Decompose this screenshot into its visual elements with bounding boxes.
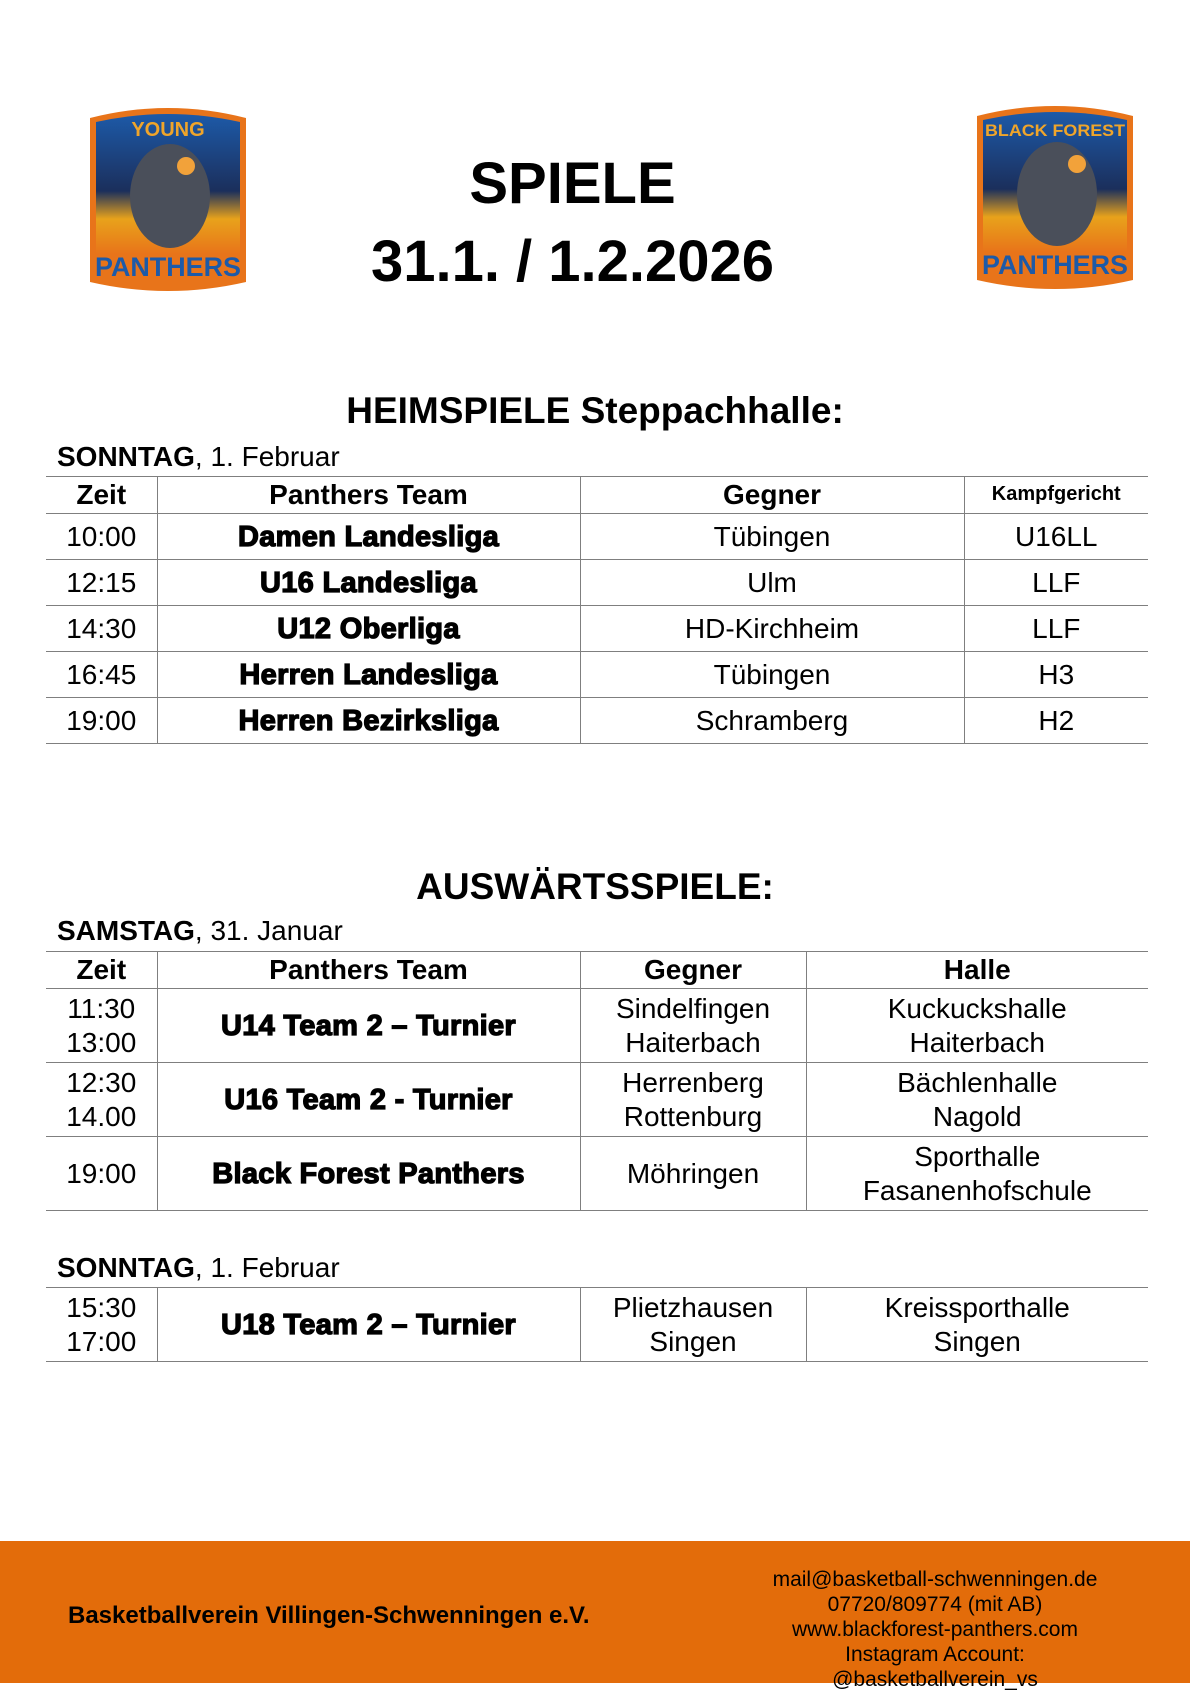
- table-cell: Schramberg: [580, 698, 964, 744]
- svg-text:PANTHERS: PANTHERS: [95, 252, 241, 282]
- table-row: [46, 514, 1148, 560]
- column-header: Zeit: [46, 952, 157, 989]
- svg-text:PANTHERS: PANTHERS: [982, 250, 1128, 280]
- team-name: Herren Landesliga: [157, 652, 580, 698]
- sunday-day-label: SONNTAG, 1. Februar: [57, 1252, 340, 1283]
- cell-line: 13:00: [66, 1026, 137, 1058]
- table-row: [46, 1137, 1148, 1211]
- table-cell: 19:00: [46, 698, 157, 744]
- table-cell: [580, 1063, 806, 1137]
- email-link[interactable]: mail@basketball-schwenningen.de: [772, 1568, 1098, 1591]
- cell-line: Plietzhausen: [612, 1291, 774, 1323]
- team-name: U16 Landesliga: [157, 560, 580, 606]
- table-row: [46, 989, 1148, 1063]
- cell-line: Kreissporthalle: [884, 1291, 1070, 1323]
- table-row: [46, 606, 1148, 652]
- cell-line: Sporthalle: [914, 1140, 1041, 1172]
- table-row: [46, 1288, 1148, 1362]
- black-forest-panthers-logo: [973, 102, 1137, 294]
- table-cell: Ulm: [580, 560, 964, 606]
- table-cell: 16:45: [46, 652, 157, 698]
- phone-number: 07720/809774 (mit AB): [827, 1593, 1043, 1616]
- table-cell: [806, 1288, 1148, 1362]
- table-cell: [806, 1063, 1148, 1137]
- club-name: Basketballverein Villingen-Schwenningen e.V.: [68, 1602, 590, 1629]
- saturday-day-label: SAMSTAG, 31. Januar: [57, 915, 343, 946]
- table-cell: Möhringen: [580, 1137, 806, 1211]
- table-cell: Tübingen: [580, 652, 964, 698]
- footer: [0, 1541, 1190, 1691]
- table-row: [46, 560, 1148, 606]
- column-header: Panthers Team: [157, 477, 580, 514]
- column-header: Gegner: [580, 477, 964, 514]
- team-name: Black Forest Panthers: [157, 1137, 580, 1211]
- table-row: [46, 652, 1148, 698]
- cell-line: Sindelfingen: [615, 992, 771, 1024]
- cell-line: Nagold: [932, 1100, 1022, 1132]
- column-header: Gegner: [580, 952, 806, 989]
- table-cell: Tübingen: [580, 514, 964, 560]
- table-row: [46, 698, 1148, 744]
- table-cell: 10:00: [46, 514, 157, 560]
- table-cell: [46, 989, 157, 1063]
- column-header: Halle: [806, 952, 1148, 989]
- page-dates: 31.1. / 1.2.2026: [370, 229, 775, 294]
- table-cell: [46, 1288, 157, 1362]
- table-cell: 14:30: [46, 606, 157, 652]
- cell-line: Rottenburg: [623, 1100, 763, 1132]
- table-cell: 12:15: [46, 560, 157, 606]
- cell-line: Singen: [933, 1325, 1021, 1357]
- table-cell: [806, 989, 1148, 1063]
- home-games-table: [46, 476, 1148, 744]
- cell-line: 17:00: [66, 1325, 137, 1357]
- team-name: U12 Oberliga: [157, 606, 580, 652]
- home-games-heading: HEIMSPIELE Steppachhalle:: [346, 390, 844, 431]
- team-name: U14 Team 2 – Turnier: [157, 989, 580, 1063]
- contact-info: [740, 1567, 1130, 1692]
- team-name: Herren Bezirksliga: [157, 698, 580, 744]
- column-header: Zeit: [46, 477, 157, 514]
- table-cell: LLF: [964, 560, 1148, 606]
- table-row: [46, 1063, 1148, 1137]
- svg-text:YOUNG: YOUNG: [131, 119, 205, 141]
- svg-text:BLACK FOREST: BLACK FOREST: [985, 121, 1126, 140]
- away-sunday-table: [46, 1287, 1148, 1362]
- instagram-account[interactable]: Instagram Account: @basketballverein_vs: [832, 1643, 1038, 1691]
- cell-line: 15:30: [66, 1291, 137, 1323]
- table-cell: [806, 1137, 1148, 1211]
- cell-line: Bächlenhalle: [897, 1066, 1058, 1098]
- table-cell: [580, 1288, 806, 1362]
- cell-line: 11:30: [67, 992, 136, 1024]
- column-header: Kampfgericht: [964, 477, 1148, 514]
- team-name: Damen Landesliga: [157, 514, 580, 560]
- table-cell: H2: [964, 698, 1148, 744]
- table-cell: HD-Kirchheim: [580, 606, 964, 652]
- column-header: Panthers Team: [157, 952, 580, 989]
- table-cell: U16LL: [964, 514, 1148, 560]
- cell-line: Herrenberg: [622, 1066, 764, 1098]
- cell-line: Fasanenhofschule: [862, 1174, 1092, 1206]
- away-saturday-table: [46, 951, 1148, 1211]
- away-games-heading: AUSWÄRTSSPIELE:: [416, 866, 774, 907]
- table-cell: LLF: [964, 606, 1148, 652]
- cell-line: Kuckuckshalle: [887, 992, 1067, 1024]
- young-panthers-logo: [86, 104, 250, 296]
- website-link[interactable]: www.blackforest-panthers.com: [792, 1618, 1078, 1641]
- cell-line: 14.00: [66, 1100, 137, 1132]
- table-cell: [46, 1063, 157, 1137]
- table-header-row: [46, 477, 1148, 514]
- team-name: U18 Team 2 – Turnier: [157, 1288, 580, 1362]
- cell-line: Haiterbach: [909, 1026, 1045, 1058]
- team-name: U16 Team 2 - Turnier: [157, 1063, 580, 1137]
- table-cell: [580, 989, 806, 1063]
- cell-line: Haiterbach: [625, 1026, 761, 1058]
- table-cell: 19:00: [46, 1137, 157, 1211]
- cell-line: Singen: [649, 1325, 737, 1357]
- cell-line: 12:30: [66, 1066, 137, 1098]
- page-title: SPIELE: [469, 151, 676, 216]
- home-day-label: SONNTAG, 1. Februar: [57, 441, 340, 472]
- table-cell: H3: [964, 652, 1148, 698]
- table-header-row: [46, 952, 1148, 989]
